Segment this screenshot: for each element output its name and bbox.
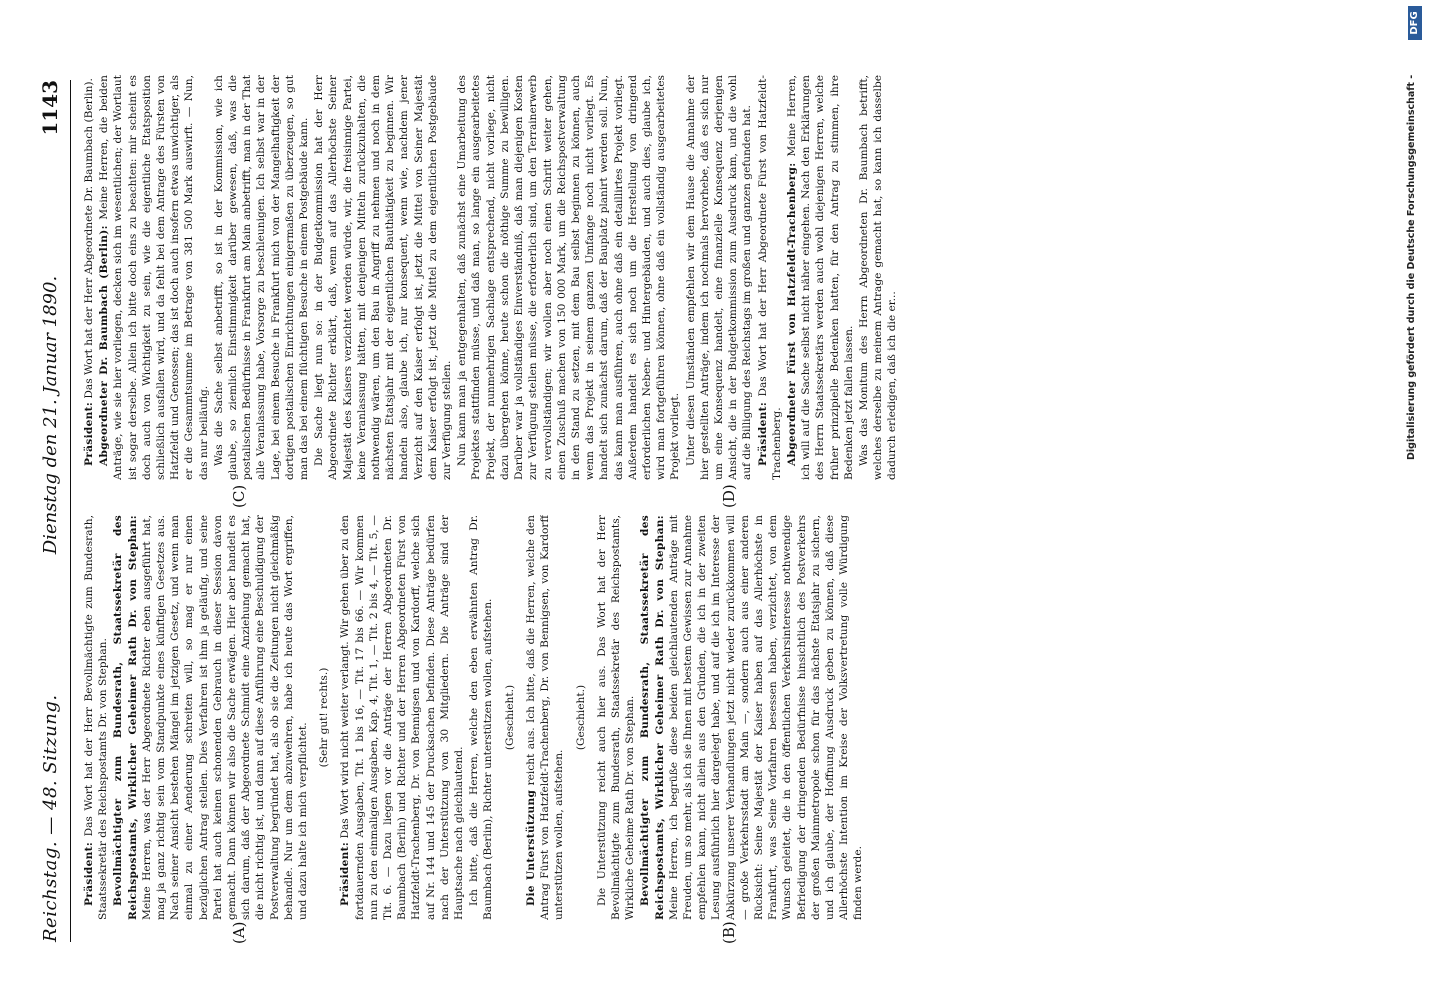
paragraph-text: Das Wort hat der Herr Abgeordnete Fürst von Hatzfeldt-Trachenberg. xyxy=(756,75,783,480)
paragraph xyxy=(857,75,900,480)
speaker: Die Unterstützung xyxy=(524,789,537,906)
speaker: Bevollmächtigter zum Bundesrath, Staatssekretär des Reichspostamts, Wirklicher Geheimer Rath Dr. von Stephan: xyxy=(639,515,666,920)
paragraph-text: Was die Sache selbst anbetrifft, so ist in der Kommission, wie ich glaube, so ziemlich Einstimmigkeit darüber gewesen, daß, was die postalischen Bedürfnisse in Frankfurt am Main anbetrifft, man in der That alle Veranlassung habe, Vorsorge zu beschleunigen. Ich selbst war in der Lage, bei einem Besuche in Frankfurt mich von der Mangelhaftigkeit der dortigen postalischen Einrichtungen einigermaßen zu überzeugen, so gut man das bei einem flüchtigen Besuche in einem Postgebäude kann. xyxy=(212,75,311,480)
paragraph xyxy=(212,75,311,480)
paragraph-text: Meine Herren, ich will auf die Sache selbst nicht näher eingehen. Nach den Erklärungen des Herrn Staatssekretärs werden auch wohl diejenigen Herren, welche früher prinzipielle Bedenken hatten, für den Antrag zu stimmen, ihre Bedenken jetzt fallen lassen. xyxy=(785,75,855,480)
header-date: Dienstag den 21. Januar 1890. xyxy=(39,275,61,555)
paragraph xyxy=(638,515,865,920)
margin-marker-a: (A) xyxy=(230,921,248,944)
paragraph xyxy=(82,75,96,480)
right-column xyxy=(82,75,1372,480)
speaker: Bevollmächtigter zum Bundesrath, Staatssekretär des Reichspostamts, Wirklicher Geheimer Rath Dr. von Stephan: xyxy=(112,515,139,920)
paragraph xyxy=(467,515,495,920)
header-left: Reichstag. — 48. Sitzung. xyxy=(39,694,61,942)
speaker: Präsident: xyxy=(339,841,352,906)
paragraph-text: Ich bitte, daß die Herren, welche den eben erwähnten Antrag Dr. Baumbach (Berlin), Richter unterstützen wollen, aufstehen. xyxy=(468,515,495,920)
speaker: Präsident: xyxy=(756,401,769,466)
paragraph xyxy=(785,75,856,480)
margin-marker-b: (B) xyxy=(720,921,738,944)
paragraph xyxy=(338,515,466,920)
margin-marker-c: (C) xyxy=(230,484,248,508)
paragraph xyxy=(111,515,310,920)
paragraph-text: Das Wort wird nicht weiter verlangt. Wir gehen über zu den fortdauernden Ausgaben, Tit. 1 bis 16, — Tit. 17 bis 66. — Wir kommen nun zu den einmaligen Ausgaben, Kap. 4, Tit. 1, — Tit. 2 bis 4, — Tit. 5, — Tit. 6. — Dazu liegen vor die Anträge der Herren Abgeordneten Dr. Baumbach (Berlin) und Richter und der Herren Abgeordneten Fürst von Hatzfeldt-Trachenberg, Dr. von Bennigsen und von Kardorff, welche sich auf Nr. 144 und 145 der Drucksachen befinden. Diese Anträge bedürfen nach der Unterstützung von 30 Mitgliedern. Die Anträge sind der Hauptsache nach gleichlautend. xyxy=(339,515,466,920)
margin-marker-d: (D) xyxy=(720,484,738,508)
reaction: (Geschieht.) xyxy=(503,684,516,751)
paragraph xyxy=(455,75,682,480)
paragraph-text: Nun kann man ja entgegenhalten, daß zunächst eine Umarbeitung des Projektes stattfinden müsse, und daß man, so lange ein ausgearbeitetes Projekt, der nunmehrigen Sachlage entsprechend, nicht vorliege, nicht dazu übergehen könne, heute schon die nöthige Summe zu bewilligen. Darüber war ja vollständiges Einverständniß, daß man diejenigen Kosten zur Verfügung stellen müsse, die erforderlich sind, um den Terrainerwerb zu vervollständigen; wir wollen aber noch einen Schritt weiter gehen, einen Zuschuß machen von 150 000 Mark, um die Reichspostverwaltung in den Stand zu setzen, mit dem Bau selbst beginnen zu können, auch wenn das Projekt in seinem ganzen Umfange noch nicht vorliegt. Es handelt sich zunächst darum, daß der Bauplatz planirt werden soll. Nun, das kann man ausführen, auch ohne daß ein detaillirtes Projekt vorliegt. Außerdem handelt es sich noch um die Herstellung von dringend erforderlichen Neben- und Hintergebäuden, und auch dies, glaube ich, wird man fortgeführen können, ohne daß ein vollständig ausgearbeitetes Projekt vorliegt. xyxy=(456,75,682,480)
dfg-logo: DFG xyxy=(1408,6,1422,40)
digitization-credit: Digitalisierung gefördert durch die Deutsche Forschungsgemeinschaft - xyxy=(1406,74,1417,460)
paragraph xyxy=(756,75,784,480)
page-number: 1143 xyxy=(38,80,62,136)
paragraph-text: Was das Monitum des Herrn Abgeordneten Dr. Baumbach betrifft, welches derselbe zu meinem Antrage gemacht hat, so kann ich dasselbe dadurch erledigen, daß ich die er... xyxy=(857,75,899,480)
paragraph xyxy=(82,515,110,920)
left-column xyxy=(82,515,1372,920)
paragraph-text: Unter diesen Umständen empfehlen wir dem Hause die Annahme der hier gestellten Anträge, indem ich nochmals hervorhebe, daß es sich nur um eine Konsequenz handelt, eine finanzielle Konsequenz derjenigen Ansicht, die in der Budgetkommission zum Ausdruck kam, und die wohl auf die Billigung des Reichstags im großen und ganzen gefunden hat. xyxy=(684,75,754,480)
paragraph-text: Meine Herren, was der Herr Abgeordnete Richter eben ausgeführt hat, mag ja ganz richtig sein vom Standpunkte eines künftigen Gesetzes aus. Nach seiner Ansicht bestehen Mängel im jetzigen Gesetz, und wenn man einmal zu einer Aenderung schreiten will, so mag er nur einen bezüglichen Antrag stellen. Dies Verfahren ist ihm ja geläufig, und seine Partei hat auch keinen schonenden Gebrauch in dieser Session davon gemacht. Dann können wir also die Sache erwägen. Hier aber handelt es sich darum, daß der Abgeordnete Schmidt eine Anziehung gemacht hat, die nicht richtig ist, und dann auf diese Anführung eine Beschuldigung der Postverwaltung begründet hat, als ob sie die Zeitungen nicht gleichmäßig behandle. Nur um dem abzuwehren, habe ich heute das Wort ergriffen, und dazu halte ich mich verpflichtet. xyxy=(140,515,310,920)
paragraph xyxy=(524,515,567,920)
paragraph xyxy=(312,75,454,480)
reaction: (Geschieht.) xyxy=(574,684,587,751)
page-header xyxy=(30,80,71,942)
paragraph-text: Das Wort hat der Herr Abgeordnete Dr. Baumbach (Berlin). xyxy=(83,78,95,399)
paragraph xyxy=(595,515,638,920)
paragraph-text: Die Unterstützung reicht auch hier aus. Das Wort hat der Herr Bevollmächtigte zum Bundesrath, Staatssekretär des Reichspostamts, Wirkliche Geheime Rath Dr. von Stephan. xyxy=(595,515,637,920)
paragraph xyxy=(684,75,755,480)
paragraph-text: Das Wort hat der Herr Bevollmächtigte zum Bundesrath, Staatssekretär des Reichspostamts Dr. von Stephan. xyxy=(83,515,110,920)
paragraph-text: Die Sache liegt nun so: in der Budgetkommission hat der Herr Abgeordnete Richter erklärt, daß, wenn auf das Allerhöchste Seiner Majestät des Kaisers verzichtet werden würde, wir, die freisinnige Partei, keine Veranlassung hätten, mit denjenigen Mitteln zurückzuhalten, die nothwendig wären, um den Bau in Angriff zu nehmen und noch in dem nächsten Etatsjahr mit der eigentlichen Bauthätigkeit zu beginnen. Wir handeln also, glaube ich, nur konsequent, wenn wie, nachdem jener Verzicht auf den Kaiser erfolgt ist, jetzt die Mittel von Seiner Majestät dem Kaiser erfolgt ist, jetzt die Mittel zu dem eigentlichen Postgebäude zur Verfügung stellen. xyxy=(313,75,454,480)
paragraph-text: Meine Herren, die beiden Anträge, wie sie hier vorliegen, decken sich im wesentlichen; der Wortlaut ist sogar derselbe. Allein ich bitte doch eins zu beachten: mir scheint es doch auch von Wichtigkeit zu sein, wie die eigentliche Etatsposition schließlich ausfallen wird, und da fehlt bei dem Antrage des Fürsten von Hatzfeldt und Genossen; das ist doch auch insofern etwas unwichtiger, als er die Gesammtsumme im Betrage von 381 500 Mark auswirft. — Nun, das nur beiläufig. xyxy=(98,75,210,480)
paragraph xyxy=(97,75,211,480)
speaker: Abgeordneter Dr. Baumbach (Berlin): xyxy=(98,225,111,466)
speaker: Präsident: xyxy=(83,401,95,466)
speaker: Abgeordneter Fürst von Hatzfeldt-Trachenberg: xyxy=(785,162,798,466)
speaker: Präsident: xyxy=(83,841,95,906)
paragraph-text: Meine Herren, ich begrüße diese beiden gleichlautenden Anträge mit Freuden, um so mehr, als ich sie Ihnen mit bestem Gewissen zur Annahme empfehlen kann, nicht allein aus den Gründen, die ich in der zweiten Lesung ausführlich hier dargelegt habe, und auf die ich im Interesse der Abkürzung unserer Verhandlungen jetzt nicht wieder zurückkommen will — große Verkehrsstadt am Main —, sondern auch aus einer anderen Rücksicht: Seine Majestät der Kaiser haben auf das Allerhöchste in Frankfurt, was Seine Vorfahren besessen haben, verzichtet, von dem Wunsch geleitet, die in den öffentlichen Verkehrsinteresse nothwendige Befriedigung der dringenden Bedürfnisse hinsichtlich des Postverkehrs der großen Mainmetropole schon für das nächste Etatsjahr zu sichern, und ich glaube, der Hoffnung Ausdruck geben zu können, daß diese Allerhöchste Intention im Kreise der Volksvertretung volle Würdigung finden werde. xyxy=(667,515,865,920)
reaction: (Sehr gut! rechts.) xyxy=(318,667,331,768)
paragraph-text: reicht aus. Ich bitte, daß die Herren, welche den Antrag Fürst von Hatzfeldt-Trachenberg, Dr. von Bennigsen, von Kardorff unterstützen wollen, aufstehen. xyxy=(524,515,566,920)
